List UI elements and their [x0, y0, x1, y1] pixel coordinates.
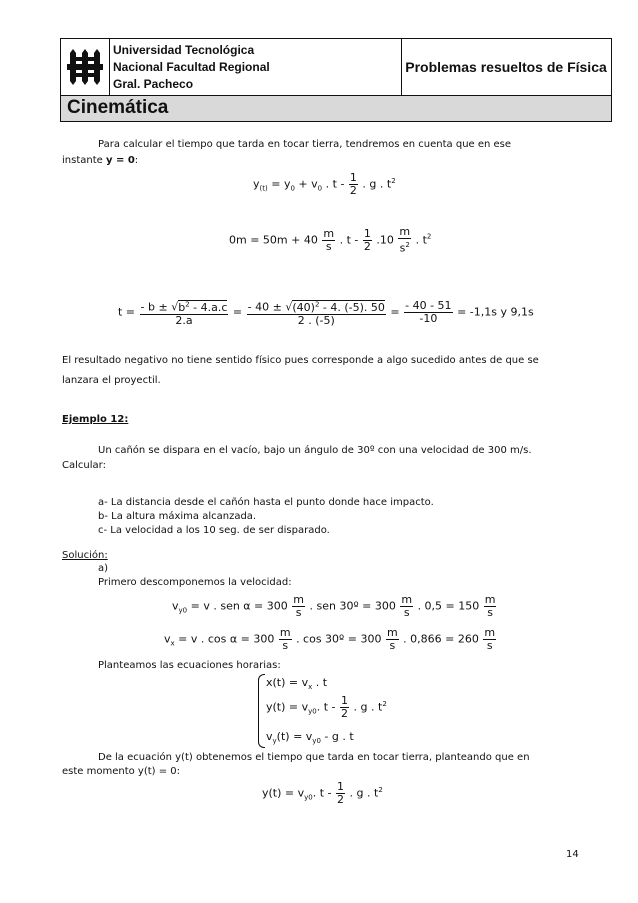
eq3-sup: 2	[314, 300, 320, 308]
fraction-denominator: 2 . (-5)	[297, 313, 335, 327]
sqrt-symbol: √	[171, 300, 179, 314]
fraction-numerator: m	[293, 593, 304, 606]
example-intro-line-2: Calcular:	[62, 460, 106, 471]
example-heading: Ejemplo 12:	[62, 414, 129, 425]
eq6-text: y(t) = v	[262, 786, 305, 800]
solution-part-a: a)	[98, 563, 109, 574]
eq1-text: + v	[294, 177, 318, 191]
document-title: Problemas resueltos de Física	[405, 59, 607, 75]
equation-position	[253, 172, 396, 197]
fraction-numerator: m	[484, 593, 496, 606]
eq4-text: = v . sen α = 300	[187, 599, 288, 613]
equation-vx	[164, 627, 497, 652]
fraction-denominator: s	[325, 239, 332, 253]
paragraph-2-line-1: El resultado negativo no tiene sentido físico pues corresponde a algo sucedido antes de que se	[62, 355, 539, 366]
document-title-cell	[401, 39, 611, 95]
eq6-text: . t -	[312, 786, 336, 800]
eq5-fraction	[483, 627, 496, 652]
fraction-numerator	[247, 298, 386, 315]
solution-label: Solución:	[62, 550, 108, 561]
sys-sub: y	[272, 737, 277, 746]
equation-y-zero	[262, 781, 383, 806]
eq5-text: v	[164, 632, 171, 646]
eq2-sup: 2	[405, 241, 410, 249]
eq3-text: - b ±	[140, 300, 172, 314]
section-band	[60, 96, 612, 122]
paragraph-1-line-2	[62, 154, 138, 167]
eq5-text: . cos 30º = 300	[296, 632, 382, 646]
example-item-a: a- La distancia desde el cañón hasta el punto donde hace impacto.	[98, 497, 434, 508]
eq1-sup: 2	[391, 176, 396, 185]
fraction-numerator: 1	[341, 694, 349, 707]
paragraph-2-line-2: lanzara el proyectil.	[62, 375, 161, 386]
equation-vy0	[172, 594, 497, 619]
eq5-fraction	[279, 627, 292, 652]
eq3-fraction-values	[247, 298, 386, 327]
eq3-text: - 40 ±	[247, 300, 286, 314]
eq2-text: . t -	[339, 233, 362, 247]
system-brace	[258, 674, 265, 748]
fraction-denominator: s	[282, 639, 289, 652]
sys-sub: y0	[308, 707, 317, 716]
eq1-text: . g . t	[362, 177, 392, 191]
sys-text: - g . t	[320, 730, 354, 743]
eq3-sup: 2	[185, 300, 190, 308]
eq6-sup: 2	[378, 785, 383, 794]
eq4-sub: y0	[178, 606, 188, 615]
university-line-2: Nacional Facultad Regional	[113, 60, 270, 74]
fraction-numerator: m	[401, 593, 413, 606]
eq4-text: . 0,5 = 150	[417, 599, 480, 613]
sys-text: . t -	[316, 700, 340, 714]
eq3-text: b	[178, 300, 186, 314]
page-number: 14	[566, 849, 579, 860]
paragraph-1-prefix: instante	[62, 155, 106, 166]
eq6-sub: y0	[304, 793, 313, 802]
sys-text: x(t) = v	[266, 676, 309, 689]
eq6-fraction	[336, 781, 345, 806]
eq5-text: . 0,866 = 260	[403, 632, 479, 646]
fraction-numerator: - 40 - 51	[405, 298, 452, 312]
sys-sub: x	[308, 683, 313, 692]
last-paragraph-line-2: este momento y(t) = 0:	[62, 766, 181, 777]
fraction-numerator: 1	[337, 780, 345, 793]
eq6-text: . g . t	[349, 786, 379, 800]
fraction-denominator: s	[486, 639, 493, 652]
equation-quadratic	[118, 298, 534, 327]
sys-fraction	[340, 695, 349, 720]
fraction-numerator: m	[399, 225, 411, 238]
radicand	[292, 300, 385, 314]
eq1-fraction	[349, 172, 358, 197]
fraction-denominator	[398, 239, 411, 255]
eq4-fraction	[292, 594, 305, 619]
condition-y-zero: y = 0	[105, 155, 135, 166]
eq3-result: = -1,1s y 9,1s	[457, 305, 534, 319]
example-intro-line-1: Un cañón se dispara en el vacío, bajo un ángulo de 30º con una velocidad de 300 m/s.	[98, 445, 532, 456]
fraction-denominator: s	[403, 606, 410, 619]
fraction-numerator: m	[484, 626, 496, 639]
document-header	[60, 38, 612, 96]
eq2-fraction	[363, 228, 372, 253]
sys-text: (t) = v	[276, 730, 313, 743]
utn-logo-icon	[61, 39, 109, 95]
paragraph-1-line-1: Para calcular el tiempo que tarda en tocar tierra, tendremos en cuenta que en ese	[98, 139, 512, 150]
planteamos-text: Planteamos las ecuaciones horarias:	[98, 660, 281, 671]
fraction-numerator: m	[386, 626, 398, 639]
fraction-denominator-text: s	[399, 241, 406, 255]
eq5-text: = v . cos α = 300	[174, 632, 275, 646]
eq1-lhs-sub: (t)	[259, 184, 268, 193]
fraction-denominator: 2	[349, 184, 357, 197]
eq4-text: . sen 30º = 300	[309, 599, 396, 613]
fraction-numerator	[140, 298, 229, 315]
paragraph-1-suffix: :	[134, 155, 139, 166]
university-name-cell	[109, 39, 402, 95]
eq3-text: - 4.a.c	[189, 300, 228, 314]
fraction-denominator: 2	[363, 239, 371, 253]
system-line-3	[266, 730, 354, 745]
eq3-text: (40)	[292, 300, 315, 314]
sys-sub: y0	[312, 737, 321, 746]
fraction-numerator: 1	[349, 171, 357, 184]
eq5-sub: x	[170, 639, 175, 648]
eq1-sub: 0	[317, 184, 323, 193]
system-line-2	[266, 695, 387, 720]
fraction-numerator: m	[279, 626, 291, 639]
eq3-fraction-general	[140, 298, 229, 327]
fraction-denominator: -10	[419, 311, 438, 325]
sqrt-symbol: √	[285, 300, 293, 314]
system-line-1	[266, 676, 327, 691]
fraction-denominator: 2	[337, 793, 345, 806]
eq2-text: .10	[376, 233, 394, 247]
eq3-lhs: t =	[118, 305, 139, 319]
example-item-c: c- La velocidad a los 10 seg. de ser disparado.	[98, 525, 330, 536]
eq2-lhs: 0m	[229, 233, 247, 247]
decompose-text: Primero descomponemos la velocidad:	[98, 577, 292, 588]
fraction-denominator: s	[295, 606, 302, 619]
eq2-text: = 50m + 40	[246, 233, 318, 247]
sys-text: . t	[312, 676, 328, 689]
fraction-denominator: s	[487, 606, 493, 619]
last-paragraph-line-1: De la ecuación y(t) obtenemos el tiempo que tarda en tocar tierra, planteando que en	[98, 752, 530, 763]
sys-text: v	[266, 730, 273, 743]
eq3-fraction-result	[404, 300, 452, 325]
eq3-text: =	[232, 305, 246, 319]
eq4-fraction	[400, 594, 413, 619]
example-item-b: b- La altura máxima alcanzada.	[98, 511, 257, 522]
sys-text: y(t) = v	[266, 700, 309, 714]
fraction-denominator: 2	[341, 707, 349, 720]
fraction-denominator: 2.a	[175, 313, 193, 327]
eq3-text: - 4. (-5). 50	[319, 300, 385, 314]
university-logo-cell	[61, 39, 110, 95]
sys-text: . g . t	[353, 700, 383, 714]
eq1-text: . t -	[322, 177, 348, 191]
eq4-fraction	[484, 594, 497, 619]
sys-sup: 2	[382, 699, 387, 708]
eq4-text: v	[172, 599, 179, 613]
section-title: Cinemática	[67, 97, 169, 118]
fraction-numerator: m	[323, 226, 335, 240]
eq2-text: . t	[415, 233, 427, 247]
eq2-fraction	[322, 228, 335, 253]
eq1-lhs: y	[253, 177, 260, 191]
fraction-denominator: s	[389, 639, 396, 652]
radicand	[178, 300, 227, 314]
eq3-text: =	[390, 305, 404, 319]
equation-substituted	[229, 226, 431, 255]
eq2-sup: 2	[426, 232, 432, 241]
eq5-fraction	[386, 627, 399, 652]
eq2-fraction	[398, 226, 411, 255]
university-line-1: Universidad Tecnológica	[113, 43, 255, 57]
university-line-3: Gral. Pacheco	[113, 77, 194, 91]
eq1-text: = y	[267, 177, 291, 191]
fraction-numerator: 1	[363, 226, 371, 240]
eq1-sub: 0	[290, 184, 295, 193]
